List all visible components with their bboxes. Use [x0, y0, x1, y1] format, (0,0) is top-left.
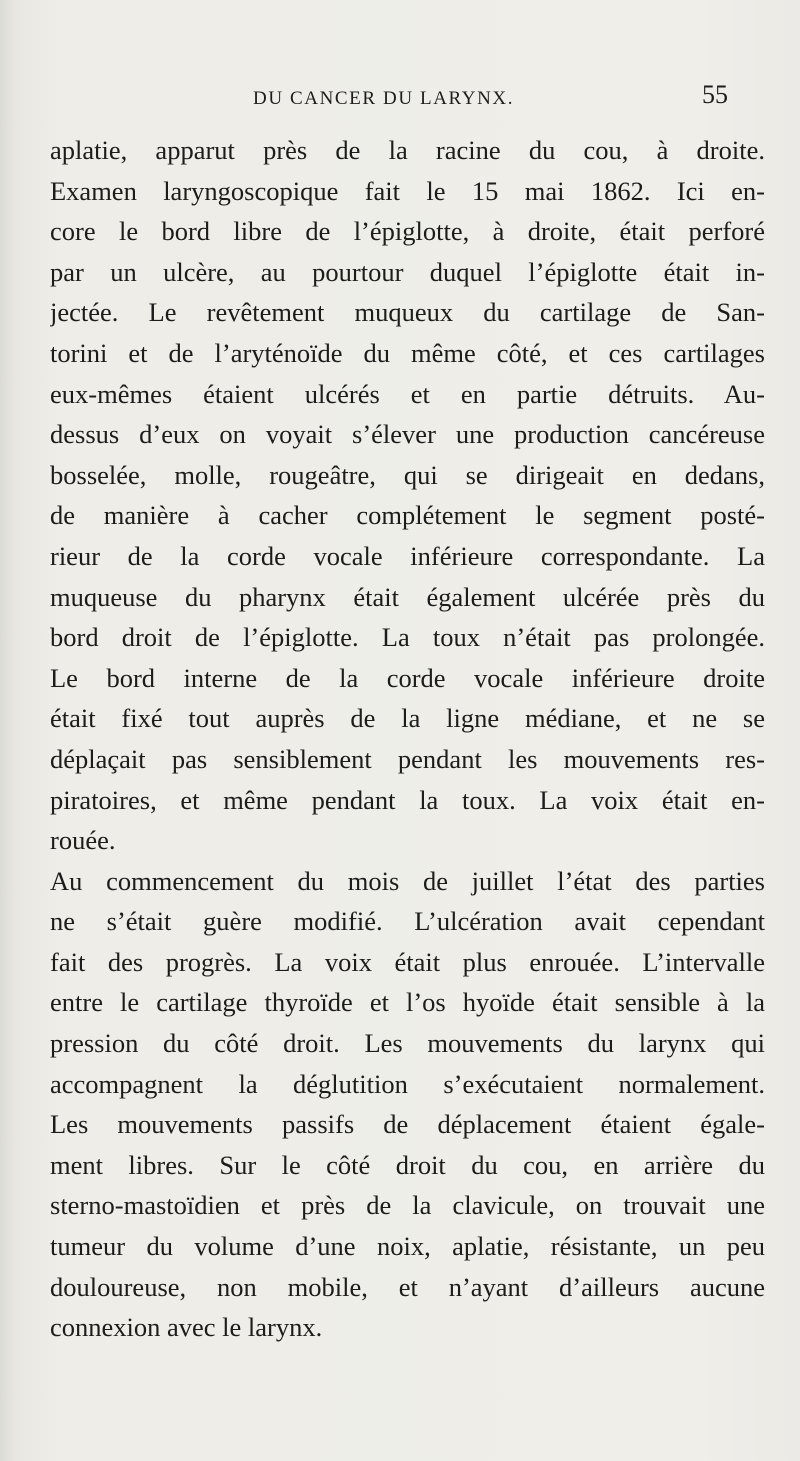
text-line: bosselée, molle, rougeâtre, qui se dirigeait en dedans, [50, 459, 765, 490]
text-line: dessus d’eux on voyait s’élever une production cancéreuse [50, 419, 765, 450]
text-line: aplatie, apparut près de la racine du cou, à droite. [50, 135, 765, 165]
text-line: muqueuse du pharynx était également ulcérée près du [50, 581, 765, 612]
text-line: eux-mêmes étaient ulcérés et en partie détruits. Au- [50, 378, 765, 409]
text-line: accompagnent la déglutition s’exécutaient normalement. [50, 1068, 765, 1099]
body-text [50, 130, 765, 1348]
text-line: Le bord interne de la corde vocale inférieure droite [50, 662, 765, 693]
text-line: était fixé tout auprès de la ligne médiane, et ne se [50, 703, 765, 734]
text-line: core le bord libre de l’épiglotte, à droite, était perforé [50, 216, 765, 247]
page-number: 55 [702, 80, 728, 109]
text-line: fait des progrès. La voix était plus enrouée. L’intervalle [50, 946, 765, 977]
text-line: ment libres. Sur le côté droit du cou, en arrière du [50, 1149, 765, 1180]
text-line: piratoires, et même pendant la toux. La voix était en- [50, 784, 765, 815]
page-header [0, 80, 800, 114]
text-line: par un ulcère, au pourtour duquel l’épiglotte était in- [50, 256, 765, 287]
running-head: DU CANCER DU LARYNX. [253, 88, 515, 109]
text-line: rieur de la corde vocale inférieure correspondante. La [50, 540, 765, 571]
text-line: ne s’était guère modifié. L’ulcération avait cependant [50, 906, 765, 937]
text-line: Au commencement du mois de juillet l’état des parties [50, 865, 765, 896]
text-line: Examen laryngoscopique fait le 15 mai 1862. Ici en- [50, 175, 765, 206]
text-line: pression du côté droit. Les mouvements du larynx qui [50, 1028, 765, 1059]
text-line: connexion avec le larynx. [50, 1312, 323, 1343]
text-line: Les mouvements passifs de déplacement étaient égale- [50, 1109, 765, 1140]
text-line: jectée. Le revêtement muqueux du cartilage de San- [50, 297, 765, 328]
text-line: entre le cartilage thyroïde et l’os hyoïde était sensible à la [50, 987, 765, 1018]
text-line: de manière à cacher complétement le segment posté- [50, 500, 765, 531]
text-line: rouée. [50, 825, 116, 856]
text-line: sterno-mastoïdien et près de la clavicule, on trouvait une [50, 1190, 765, 1221]
text-line: douloureuse, non mobile, et n’ayant d’ailleurs aucune [50, 1271, 765, 1302]
text-line: déplaçait pas sensiblement pendant les mouvements res- [50, 743, 765, 774]
text-line: torini et de l’aryténoïde du même côté, et ces cartilages [50, 337, 765, 368]
text-line: bord droit de l’épiglotte. La toux n’était pas prolongée. [50, 622, 765, 653]
text-line: tumeur du volume d’une noix, aplatie, résistante, un peu [50, 1231, 765, 1262]
